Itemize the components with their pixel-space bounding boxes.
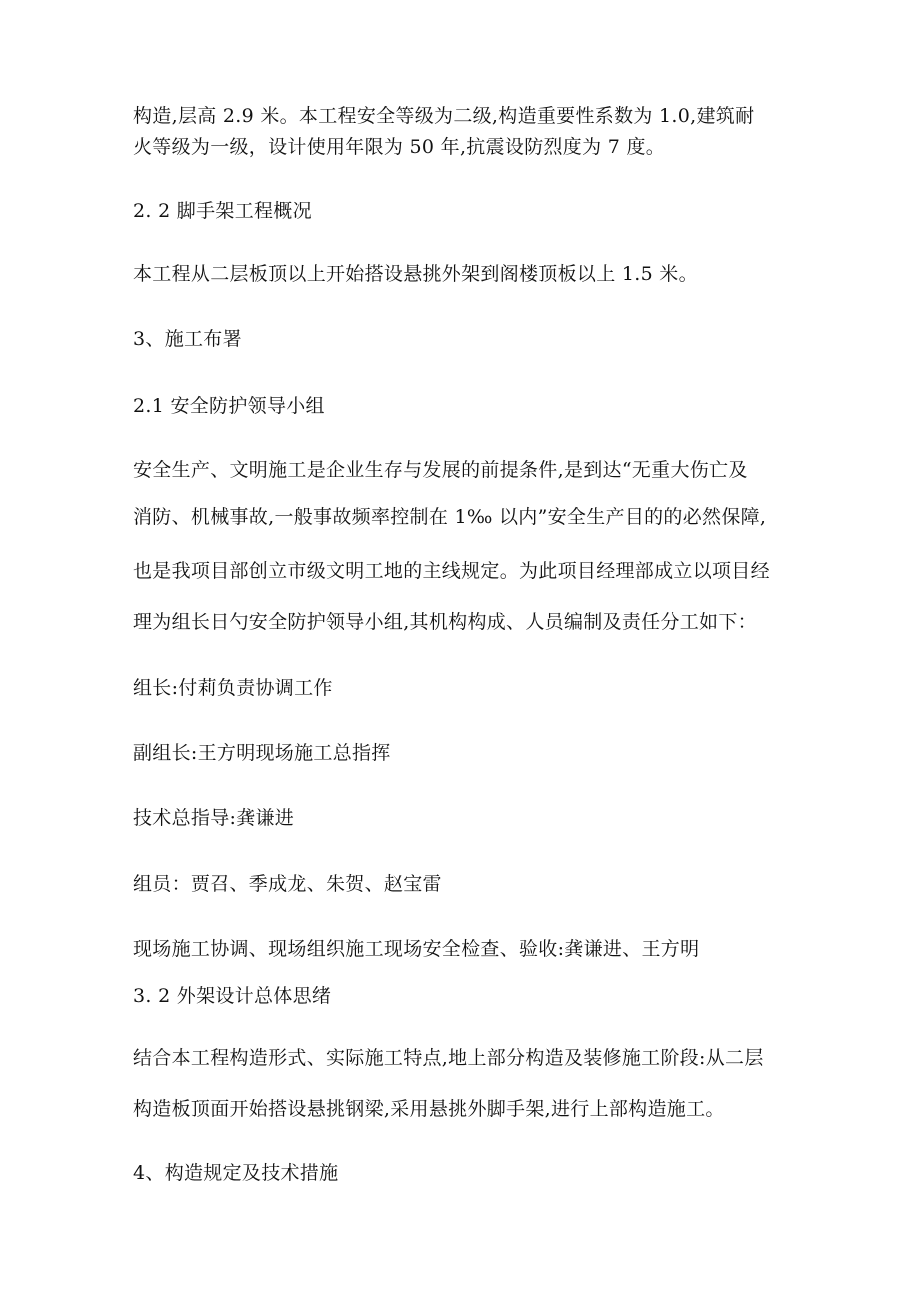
section-heading-3-2: 3. 2 外架设计总体思绪 <box>133 985 332 1007</box>
team-members-line: 组员：贾召、季成龙、朱贺、赵宝雷 <box>133 873 442 895</box>
section-heading-2-1: 2.1 安全防护领导小组 <box>133 395 325 417</box>
paragraph-line-1: 构造,层高 2.9 米。本工程安全等级为二级,构造重要性系数为 1.0,建筑耐 <box>133 105 755 127</box>
paragraph-line-3: 本工程从二层板顶以上开始搭设悬挑外架到阁楼顶板以上 1.5 米。 <box>133 263 698 285</box>
paragraph-line-4: 安全生产、文明施工是企业生存与发展的前提条件,是到达“无重大伤亡及 <box>133 459 748 481</box>
technical-director-line: 技术总指导:龚谦进 <box>133 807 295 829</box>
paragraph-line-6: 也是我项目部创立市级文明工地的主线规定。为此项目经理部成立以项目经 <box>133 560 770 582</box>
paragraph-line-5: 消防、机械事故,一般事故频率控制在 1‰ 以内”安全生产目的的必然保障, <box>133 506 767 528</box>
site-coordination-line: 现场施工协调、现场组织施工现场安全检查、验收:龚谦进、王方明 <box>133 938 700 960</box>
section-heading-3: 3、施工布署 <box>133 328 242 350</box>
paragraph-line-2: 火等级为一级，设计使用年限为 50 年,抗震设防烈度为 7 度。 <box>133 136 666 158</box>
deputy-leader-line: 副组长:王方明现场施工总指挥 <box>133 742 391 764</box>
section-heading-2-2: 2. 2 脚手架工程概况 <box>133 200 312 222</box>
section-heading-4: 4、构造规定及技术措施 <box>133 1162 339 1184</box>
paragraph-line-9: 构造板顶面开始搭设悬挑钢梁,采用悬挑外脚手架,进行上部构造施工。 <box>133 1098 725 1120</box>
team-leader-line: 组长:付莉负责协调工作 <box>133 677 333 699</box>
paragraph-line-8: 结合本工程构造形式、实际施工特点,地上部分构造及装修施工阶段:从二层 <box>133 1047 764 1069</box>
paragraph-line-7: 理为组长日勺安全防护领导小组,其机构构成、人员编制及责任分工如下： <box>133 611 757 633</box>
